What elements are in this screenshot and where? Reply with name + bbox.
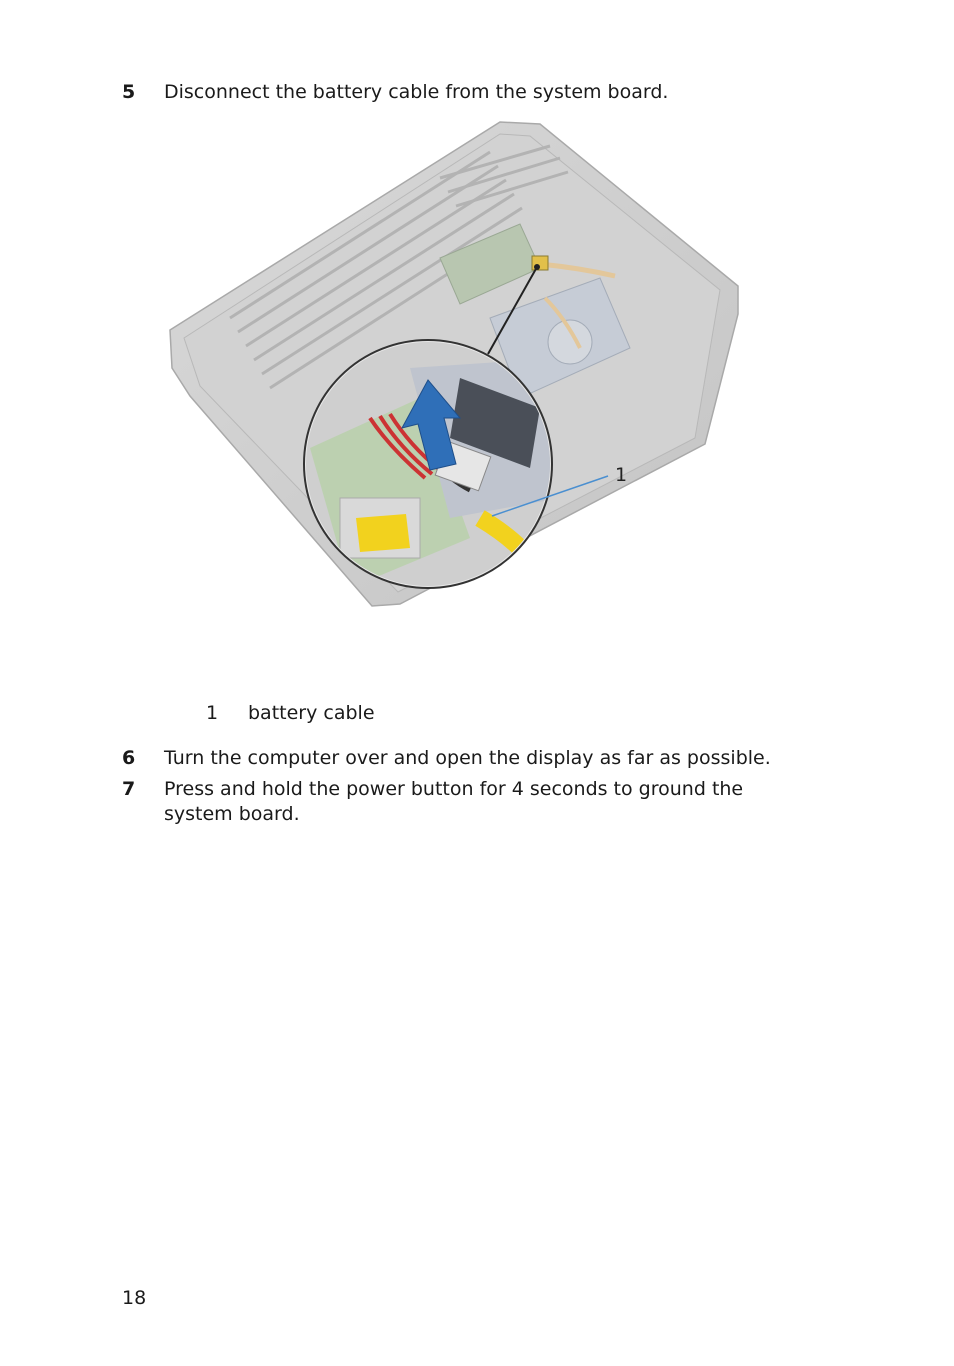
callout-label: battery cable	[248, 702, 375, 724]
callout-number: 1	[206, 702, 219, 724]
step-text: Disconnect the battery cable from the system board.	[164, 81, 669, 103]
battery-cable-illustration	[160, 118, 750, 608]
step-number: 5	[122, 81, 136, 103]
step-text: Press and hold the power button for 4 seconds to ground the system board.	[164, 778, 744, 825]
step-number: 7	[122, 778, 136, 800]
figure-callout-number: 1	[615, 464, 628, 486]
page-number: 18	[122, 1287, 147, 1309]
step-number: 6	[122, 747, 136, 769]
step-text: Turn the computer over and open the display as far as possible.	[164, 747, 771, 769]
